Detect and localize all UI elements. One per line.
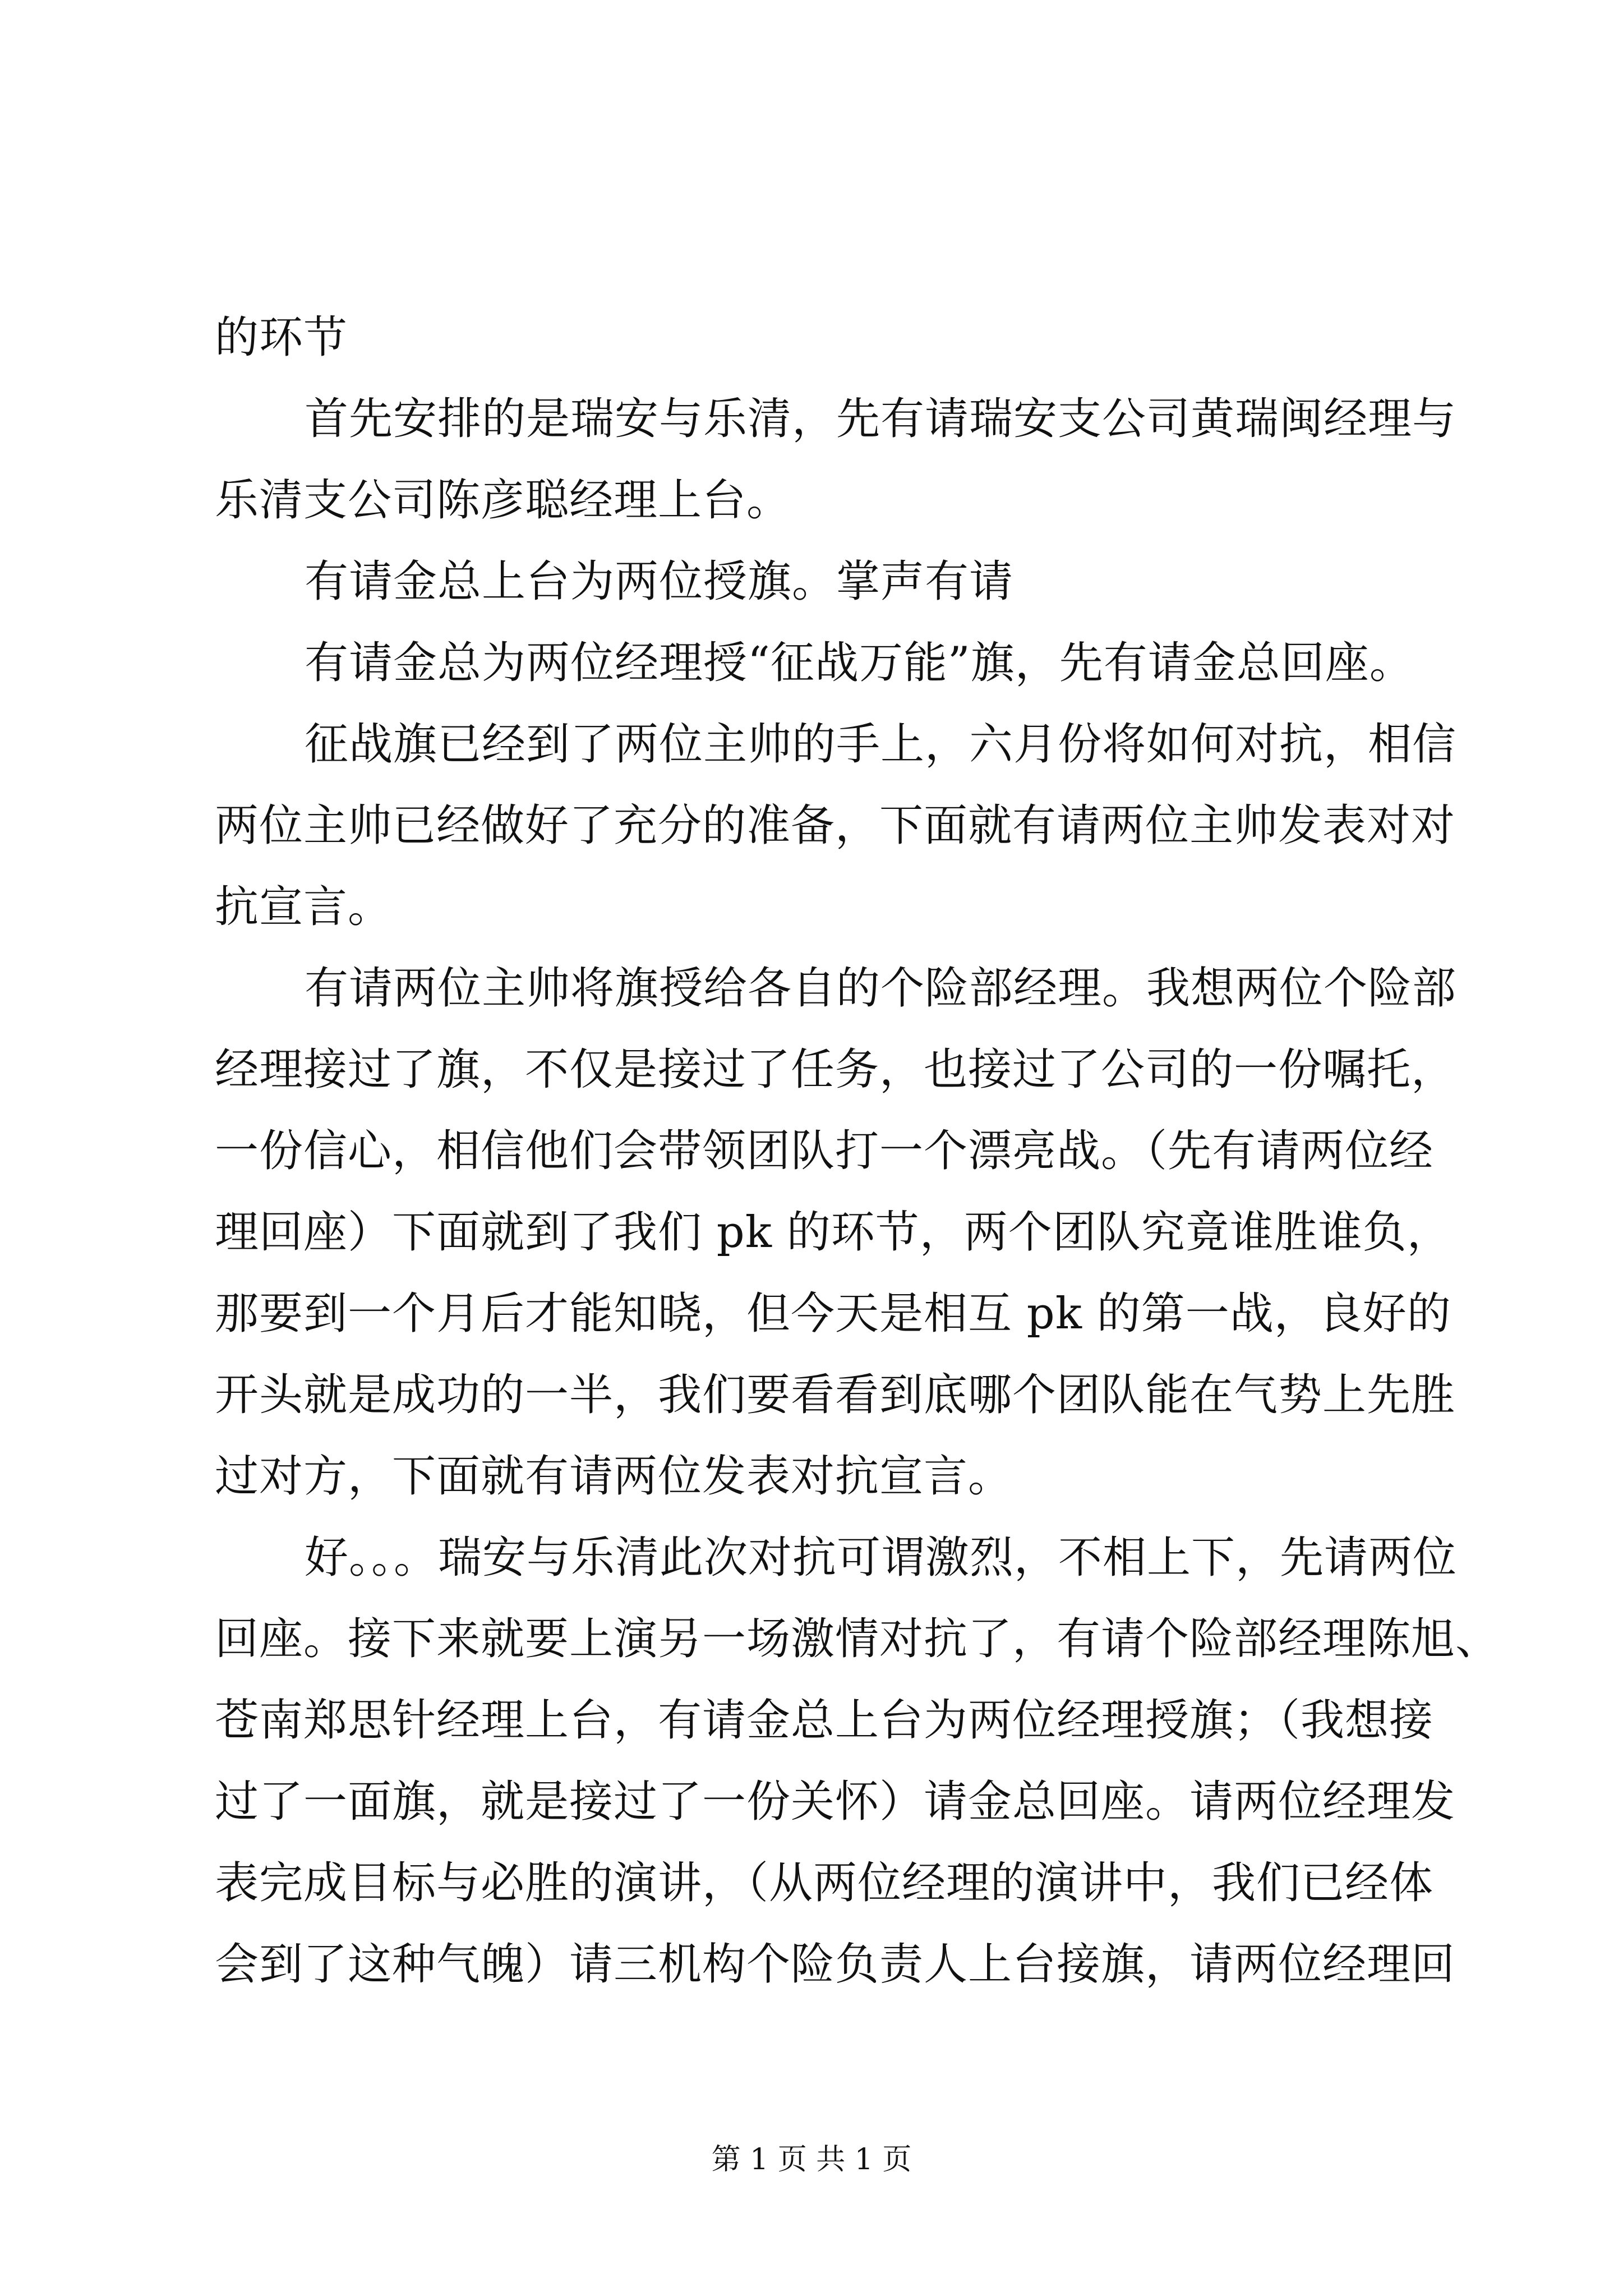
text-line: 过对方，下面就有请两位发表对抗宣言。 <box>215 1451 1013 1502</box>
text-line: 乐清支公司陈彦聪经理上台。 <box>215 475 791 526</box>
text-line: 两位主帅已经做好了充分的准备，下面就有请两位主帅发表对对 <box>215 800 1456 851</box>
text-line: 表完成目标与必胜的演讲，（从两位经理的演讲中，我们已经体 <box>215 1858 1434 1908</box>
text-line: 会到了这种气魄）请三机构个险负责人上台接旗，请两位经理回 <box>215 1939 1456 1990</box>
text-line: 开头就是成功的一半，我们要看看到底哪个团队能在气势上先胜 <box>215 1370 1456 1420</box>
text-line: 理回座）下面就到了我们 pk 的环节，两个团队究竟谁胜谁负， <box>215 1207 1451 1258</box>
text-line: 有请金总为两位经理授“征战万能”旗，先有请金总回座。 <box>305 638 1414 688</box>
text-line: 征战旗已经到了两位主帅的手上，六月份将如何对抗，相信 <box>305 719 1457 770</box>
text-line: 首先安排的是瑞安与乐清，先有请瑞安支公司黄瑞闽经理与 <box>305 394 1457 444</box>
text-line: 那要到一个月后才能知晓，但今天是相互 pk 的第一战，良好的 <box>215 1289 1451 1339</box>
text-line: 苍南郑思针经理上台，有请金总上台为两位经理授旗；（我想接 <box>215 1695 1434 1746</box>
text-line: 有请两位主帅将旗授给各自的个险部经理。我想两位个险部 <box>305 963 1457 1014</box>
text-line: 好。。。瑞安与乐清此次对抗可谓激烈，不相上下，先请两位 <box>305 1533 1458 1583</box>
text-line: 有请金总上台为两位授旗。掌声有请 <box>305 556 1014 607</box>
text-line: 过了一面旗，就是接过了一份关怀）请金总回座。请两位经理发 <box>215 1777 1456 1827</box>
page-footer: 第 1 页 共 1 页 <box>711 2143 912 2177</box>
text-line: 回座。接下来就要上演另一场激情对抗了，有请个险部经理陈旭、 <box>215 1614 1500 1664</box>
text-line: 的环节 <box>215 312 348 363</box>
text-line: 经理接过了旗，不仅是接过了任务，也接过了公司的一份嘱托， <box>215 1045 1456 1095</box>
text-line: 抗宣言。 <box>215 882 393 932</box>
text-line: 一份信心，相信他们会带领团队打一个漂亮战。（先有请两位经 <box>215 1126 1434 1176</box>
document-body <box>215 297 1500 2005</box>
